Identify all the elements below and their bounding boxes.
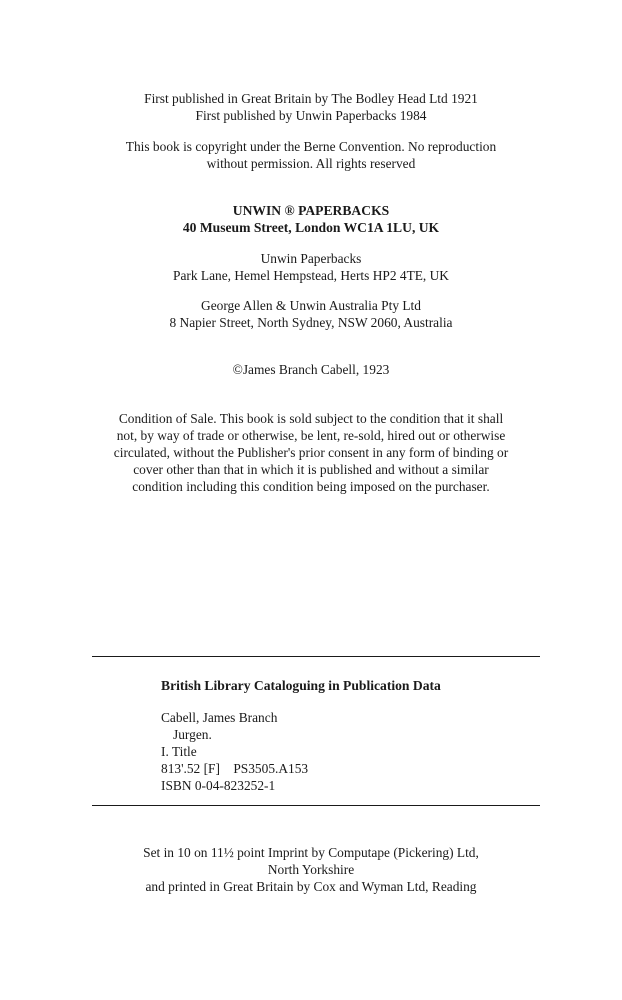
cataloguing-classification: 813'.52 [F] PS3505.A153 <box>161 761 309 776</box>
publisher-name: UNWIN ® PAPERBACKS <box>232 203 390 218</box>
publication-line-1: First published in Great Britain by The Bodley Head Ltd 1921 <box>144 91 478 106</box>
cataloguing-title: Jurgen. <box>173 727 212 742</box>
printing-details <box>0 844 622 895</box>
publication-history <box>0 90 622 124</box>
condition-of-sale <box>0 410 622 495</box>
copyright-notice <box>0 138 622 172</box>
office-au-address: 8 Napier Street, North Sydney, NSW 2060, Australia <box>169 315 453 330</box>
printing-line-3: and printed in Great Britain by Cox and Wyman Ltd, Reading <box>145 879 477 894</box>
condition-line-4: cover other than that in which it is published and without a similar <box>133 462 489 477</box>
printing-line-1: Set in 10 on 11½ point Imprint by Computape (Pickering) Ltd, <box>143 845 479 860</box>
office-au-name: George Allen & Unwin Australia Pty Ltd <box>201 298 421 313</box>
cataloguing-author: Cabell, James Branch <box>161 710 278 725</box>
cataloguing-entry-title: I. Title <box>161 744 197 759</box>
condition-line-1: Condition of Sale. This book is sold subject to the condition that it shall <box>118 411 504 426</box>
office-uk <box>0 250 622 284</box>
office-uk-name: Unwin Paperbacks <box>260 251 362 266</box>
author-copyright <box>0 361 622 378</box>
cataloguing-isbn: ISBN 0-04-823252-1 <box>161 778 276 793</box>
condition-line-3: circulated, without the Publisher's prior consent in any form of binding or <box>113 445 509 460</box>
printing-line-2: North Yorkshire <box>267 862 355 877</box>
copyright-notice-line-1: This book is copyright under the Berne Convention. No reproduction <box>125 139 497 154</box>
cataloguing-entry <box>161 709 308 794</box>
condition-line-5: condition including this condition being imposed on the purchaser. <box>132 479 490 494</box>
bottom-divider <box>92 805 540 806</box>
office-uk-address: Park Lane, Hemel Hempstead, Herts HP2 4TE, UK <box>173 268 449 283</box>
copyright-notice-line-2: without permission. All rights reserved <box>206 156 416 171</box>
publisher-block <box>0 202 622 236</box>
condition-line-2: not, by way of trade or otherwise, be lent, re-sold, hired out or otherwise <box>116 428 506 443</box>
publication-line-2: First published by Unwin Paperbacks 1984 <box>195 108 427 123</box>
cataloguing-heading: British Library Cataloguing in Publication Data <box>161 678 441 693</box>
publisher-address: 40 Museum Street, London WC1A 1LU, UK <box>182 220 440 235</box>
office-au <box>0 297 622 331</box>
top-divider <box>92 656 540 657</box>
author-copyright-line: ©James Branch Cabell, 1923 <box>232 362 390 377</box>
